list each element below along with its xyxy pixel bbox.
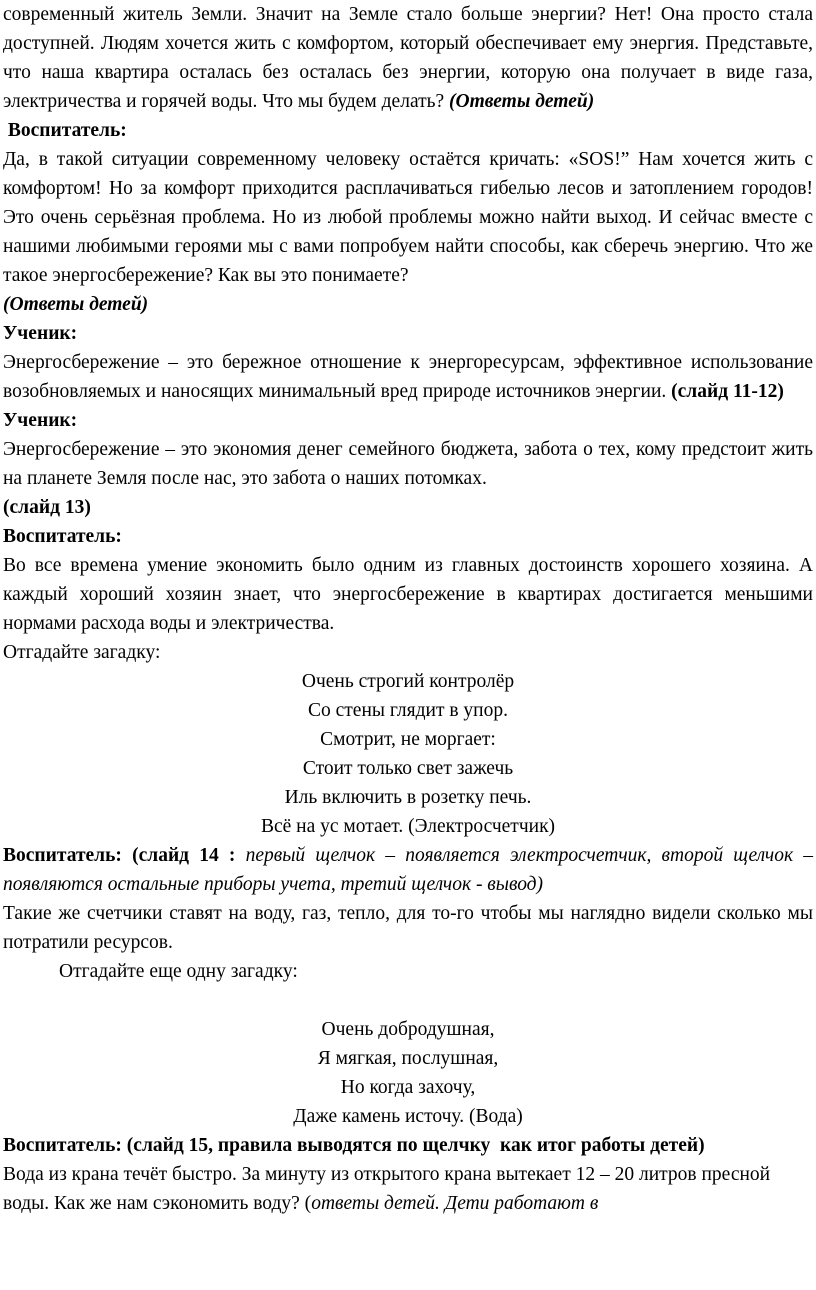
paragraph-energy-intro	[3, 0, 813, 116]
paragraph-family-budget: Энергосбережение – это экономия денег семейного бюджета, забота о тех, кому предстоит жить на планете Земля после нас, это забота о наших потомках.	[3, 439, 813, 489]
slide-reference: (слайд 13)	[3, 497, 91, 518]
speaker-educator-heading: Воспитатель:	[3, 120, 127, 141]
slide-instructions: первый щелчок – появляется электросчетчик, второй щелчок – появляются остальные приборы учета, третий щелчок - вывод)	[3, 845, 814, 895]
riddle-line: Очень строгий контролёр	[301, 671, 515, 692]
riddle-line: Стоит только свет зажечь	[302, 758, 514, 779]
riddle-line: Очень добродушная,	[321, 1019, 495, 1040]
paragraph-water-tap	[3, 1160, 813, 1218]
paragraph-text: Да, в такой ситуации современному человеку остаётся кричать: «SOS!” Нам хочется жить с комфортом! Но за комфорт приходится расплачиваться гибелью лесов и затоплением городов! Это очень серьёзная проблема. Но из любой проблемы можно найти выход. И сейчас вместе с нашими любимыми героями мы с вами попробуем найти способы, как сберечь энергию. Что же такое энергосбережение? Как вы это понимаете?	[3, 149, 813, 286]
riddle-line: Смотрит, не моргает:	[320, 729, 496, 750]
riddle-line: Всё на ус мотает. (Электросчетчик)	[260, 816, 556, 837]
blank-line	[3, 986, 813, 1015]
speaker-student-heading: Ученик:	[3, 410, 78, 431]
slide-reference: (слайд 11-12)	[671, 381, 784, 402]
speaker-educator-slide14	[3, 841, 813, 899]
children-answers-note: ответы детей. Дети работают в	[311, 1193, 599, 1214]
children-answers-note: (Ответы детей)	[3, 294, 149, 315]
paragraph-text: современный житель Земли. Значит на Земле стало больше энергии? Нет! Она просто стала доступней. Людям хочется жить с комфортом, который обеспечивает ему энергия. Представьте, что наша квартира осталась без осталась без энергии, которую она получает в виде газа, электричества и горячей воды. Что мы будем делать?	[3, 4, 813, 112]
riddle-line: Даже камень источу. (Вода)	[293, 1106, 523, 1127]
riddle-line: Иль включить в розетку печь.	[284, 787, 532, 808]
riddle-line: Я мягкая, послушная,	[317, 1048, 499, 1069]
children-answers-note: (Ответы детей)	[449, 91, 595, 112]
speaker-educator-heading: Воспитатель:	[3, 526, 122, 547]
paragraph-text: Энергосбережение – это бережное отношение к энергоресурсам, эффективное использование возобновляемых и наносящих минимальный вред природе источников энергии.	[3, 352, 813, 402]
riddle-intro: Отгадайте еще одну загадку:	[59, 961, 298, 982]
riddle-line: Но когда захочу,	[340, 1077, 476, 1098]
paragraph-good-owner: Во все времена умение экономить было одним из главных достоинств хорошего хозяина. А каждый хороший хозяин знает, что энергосбережение в квартирах достигается меньшими нормами расхода воды и электричества.	[3, 555, 813, 634]
riddle-water	[3, 1015, 813, 1131]
speaker-student-heading: Ученик:	[3, 323, 78, 344]
paragraph-text: Вода из крана течёт быстро. За минуту из открытого крана вытекает 12 – 20 литров пресной воды. Как же нам сэкономить воду? (	[3, 1164, 771, 1214]
paragraph-sos	[3, 145, 813, 290]
riddle-line: Со стены глядит в упор.	[308, 700, 508, 721]
riddle-electric-meter	[3, 667, 813, 841]
speaker-label: Воспитатель: (слайд 14 :	[3, 845, 246, 866]
riddle-intro: Отгадайте загадку:	[3, 642, 161, 663]
paragraph-meters: Такие же счетчики ставят на воду, газ, тепло, для то-го чтобы мы наглядно видели сколько мы потратили ресурсов.	[3, 903, 813, 953]
speaker-educator-slide15: Воспитатель: (слайд 15, правила выводятся по щелчку как итог работы детей)	[3, 1135, 705, 1156]
paragraph-energy-saving-definition	[3, 348, 813, 406]
